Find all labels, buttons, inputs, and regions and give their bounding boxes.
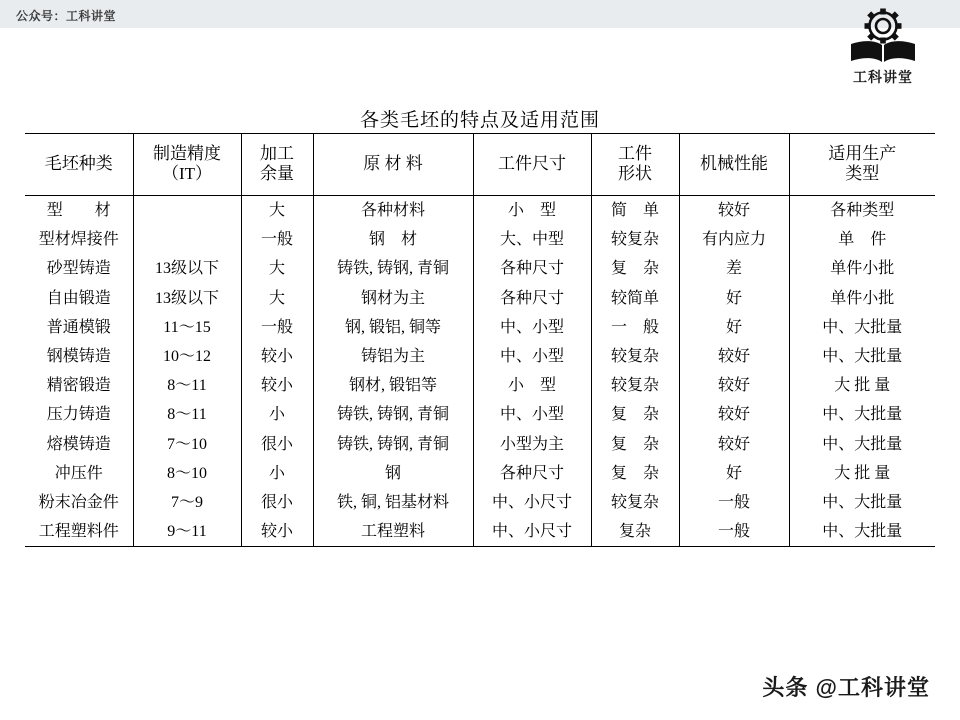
cell-blank-type: 粉末冶金件 xyxy=(38,493,119,511)
cell-material: 钢 材 xyxy=(313,225,473,254)
cell-allowance: 很小 xyxy=(241,430,313,459)
cell-property: 有内应力 xyxy=(679,225,789,254)
column-header-raw-material: 原 材 料 xyxy=(313,134,473,196)
cell-production-type: 中、大批量 xyxy=(789,488,935,517)
cell-material: 钢材为主 xyxy=(313,284,473,313)
cell-accuracy: 11～15 xyxy=(133,313,241,342)
cell-shape: 一 般 xyxy=(591,313,679,342)
cell-allowance: 很小 xyxy=(241,488,313,517)
blank-types-table xyxy=(25,133,935,547)
cell-property: 较好 xyxy=(679,371,789,400)
cell-material: 工程塑料 xyxy=(313,517,473,547)
cell-size: 中、小尺寸 xyxy=(473,488,591,517)
cell-size: 中、小型 xyxy=(473,400,591,429)
cell-property: 较好 xyxy=(679,342,789,371)
cell-production-type: 中、大批量 xyxy=(789,517,935,547)
column-header-workpiece-size: 工件尺寸 xyxy=(473,134,591,196)
cell-blank-type: 压力铸造 xyxy=(46,406,111,424)
cell-property: 较好 xyxy=(679,196,789,226)
cell-production-type: 大 批 量 xyxy=(789,371,935,400)
cell-allowance: 一般 xyxy=(241,313,313,342)
cell-size: 小 型 xyxy=(473,371,591,400)
cell-shape: 较复杂 xyxy=(591,371,679,400)
cell-allowance: 较小 xyxy=(241,517,313,547)
table-row xyxy=(25,400,935,429)
cell-material: 钢材, 锻铝等 xyxy=(313,371,473,400)
cell-blank-type: 熔模铸造 xyxy=(46,435,111,453)
table-row xyxy=(25,254,935,283)
cell-blank-type: 型材焊接件 xyxy=(38,231,119,249)
cell-shape: 复 杂 xyxy=(591,254,679,283)
cell-material: 铸铁, 铸钢, 青铜 xyxy=(313,400,473,429)
cell-shape: 较复杂 xyxy=(591,488,679,517)
cell-accuracy xyxy=(133,225,241,254)
cell-property: 好 xyxy=(679,459,789,488)
cell-allowance: 大 xyxy=(241,254,313,283)
table-header-row xyxy=(25,134,935,196)
brand-logo xyxy=(840,4,926,88)
cell-accuracy: 8～11 xyxy=(133,400,241,429)
cell-size: 小 型 xyxy=(473,196,591,226)
cell-material: 铸铁, 铸钢, 青铜 xyxy=(313,430,473,459)
cell-production-type: 单件小批 xyxy=(789,284,935,313)
cell-production-type: 单件小批 xyxy=(789,254,935,283)
cell-shape: 较简单 xyxy=(591,284,679,313)
cell-accuracy: 10～12 xyxy=(133,342,241,371)
cell-property: 差 xyxy=(679,254,789,283)
cell-property: 较好 xyxy=(679,400,789,429)
cell-shape: 较复杂 xyxy=(591,342,679,371)
table-row xyxy=(25,196,935,226)
cell-size: 大、中型 xyxy=(473,225,591,254)
cell-accuracy: 7～9 xyxy=(133,488,241,517)
table-row xyxy=(25,284,935,313)
table-row xyxy=(25,225,935,254)
cell-allowance: 大 xyxy=(241,284,313,313)
cell-size: 中、小型 xyxy=(473,342,591,371)
cell-blank-type: 自由锻造 xyxy=(46,289,111,307)
cell-material: 各种材料 xyxy=(313,196,473,226)
cell-blank-type: 冲压件 xyxy=(54,464,103,482)
column-header-production-type: 适用生产 类型 xyxy=(789,134,935,196)
cell-accuracy: 9～11 xyxy=(133,517,241,547)
cell-production-type: 中、大批量 xyxy=(789,342,935,371)
column-header-workpiece-shape: 工件 形状 xyxy=(591,134,679,196)
cell-production-type: 中、大批量 xyxy=(789,400,935,429)
footer-watermark: 头条 @工科讲堂 xyxy=(762,675,930,700)
table-body xyxy=(25,196,935,547)
cell-production-type: 中、大批量 xyxy=(789,313,935,342)
cell-material: 铁, 铜, 铝基材料 xyxy=(313,488,473,517)
cell-production-type: 各种类型 xyxy=(789,196,935,226)
cell-blank-type: 型 材 xyxy=(46,202,111,220)
cell-shape: 复 杂 xyxy=(591,430,679,459)
cell-size: 小型为主 xyxy=(473,430,591,459)
column-header-accuracy: 制造精度 （IT） xyxy=(133,134,241,196)
cell-material: 钢, 锻铝, 铜等 xyxy=(313,313,473,342)
cell-material: 钢 xyxy=(313,459,473,488)
cell-property: 好 xyxy=(679,284,789,313)
cell-production-type: 中、大批量 xyxy=(789,430,935,459)
cell-size: 中、小尺寸 xyxy=(473,517,591,547)
cell-production-type: 大 批 量 xyxy=(789,459,935,488)
cell-shape: 复杂 xyxy=(591,517,679,547)
column-header-machining-allowance: 加工 余量 xyxy=(241,134,313,196)
cell-allowance: 一般 xyxy=(241,225,313,254)
table-row xyxy=(25,488,935,517)
table-row xyxy=(25,313,935,342)
cell-accuracy xyxy=(133,196,241,226)
cell-allowance: 较小 xyxy=(241,371,313,400)
cell-accuracy: 7～10 xyxy=(133,430,241,459)
cell-size: 各种尺寸 xyxy=(473,284,591,313)
cell-property: 一般 xyxy=(679,517,789,547)
cell-size: 各种尺寸 xyxy=(473,254,591,283)
cell-size: 中、小型 xyxy=(473,313,591,342)
cell-accuracy: 13级以下 xyxy=(133,284,241,313)
table-container xyxy=(25,133,935,547)
table-row xyxy=(25,517,935,547)
cell-material: 铸铁, 铸钢, 青铜 xyxy=(313,254,473,283)
cell-property: 好 xyxy=(679,313,789,342)
public-account-label: 公众号：工科讲堂 xyxy=(16,9,117,23)
cell-shape: 复 杂 xyxy=(591,400,679,429)
cell-blank-type: 钢模铸造 xyxy=(46,348,111,366)
cell-allowance: 小 xyxy=(241,459,313,488)
cell-shape: 较复杂 xyxy=(591,225,679,254)
cell-blank-type: 工程塑料件 xyxy=(38,523,119,541)
table-row xyxy=(25,459,935,488)
brand-logo-text: 工科讲堂 xyxy=(853,69,913,85)
cell-blank-type: 精密锻造 xyxy=(46,377,111,395)
cell-allowance: 大 xyxy=(241,196,313,226)
table-row xyxy=(25,342,935,371)
cell-accuracy: 13级以下 xyxy=(133,254,241,283)
column-header-blank-type: 毛坯种类 xyxy=(25,134,133,196)
cell-material: 铸铝为主 xyxy=(313,342,473,371)
gear-book-icon xyxy=(847,4,919,66)
page-title: 各类毛坯的特点及适用范围 xyxy=(359,110,600,131)
cell-property: 一般 xyxy=(679,488,789,517)
cell-accuracy: 8～11 xyxy=(133,371,241,400)
cell-accuracy: 8～10 xyxy=(133,459,241,488)
cell-allowance: 小 xyxy=(241,400,313,429)
cell-shape: 复 杂 xyxy=(591,459,679,488)
cell-production-type: 单 件 xyxy=(789,225,935,254)
cell-blank-type: 普通模锻 xyxy=(46,318,111,336)
table-row xyxy=(25,371,935,400)
cell-property: 较好 xyxy=(679,430,789,459)
cell-blank-type: 砂型铸造 xyxy=(46,260,111,278)
top-banner xyxy=(0,0,960,28)
column-header-mechanical-property: 机械性能 xyxy=(679,134,789,196)
table-row xyxy=(25,430,935,459)
cell-size: 各种尺寸 xyxy=(473,459,591,488)
cell-allowance: 较小 xyxy=(241,342,313,371)
cell-shape: 简 单 xyxy=(591,196,679,226)
